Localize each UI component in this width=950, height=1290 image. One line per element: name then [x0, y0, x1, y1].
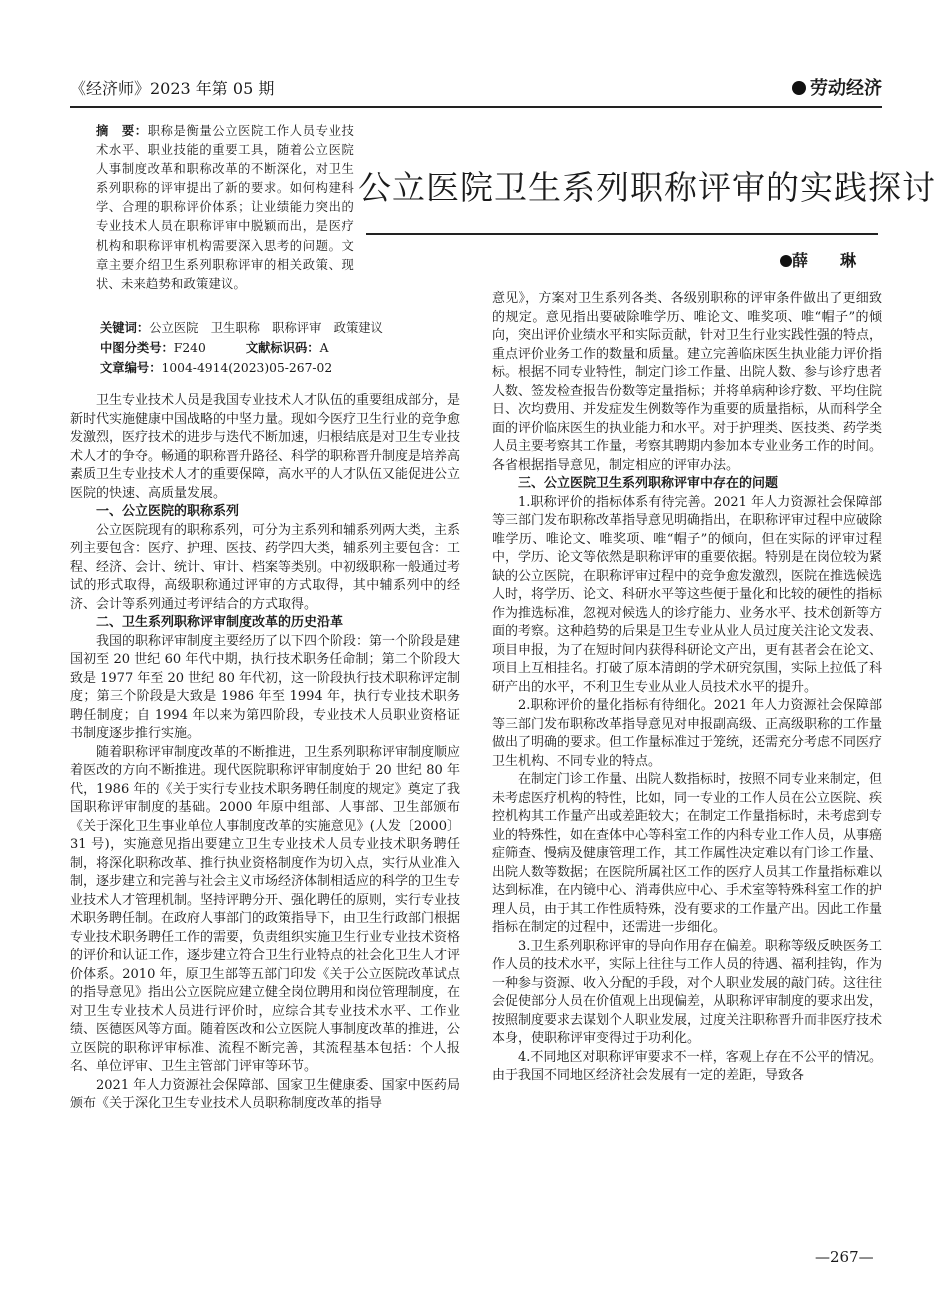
article-number-line [100, 358, 332, 376]
doc-code-value: A [319, 341, 329, 355]
author [780, 248, 864, 271]
keywords-text: 公立医院 卫生职称 职称评审 政策建议 [149, 321, 383, 335]
keywords-label: 关键词： [100, 321, 150, 335]
paragraph: 公立医院现有的职称系列，可分为主系列和辅系列两大类，主系列主要包含：医疗、护理、医技、药学四大类，辅系列主要包含：工程、经济、会计、统计、审计、档案等类别。中初级职称一般通过考试的形式取得，高级职称通过评审的方式取得，其中辅系列中的经济、会计等系列通过考评结合的方式取得。 [70, 522, 461, 612]
clc-value: F240 [173, 341, 206, 355]
left-column [70, 392, 460, 1114]
paragraph: 在制定门诊工作量、出院人数指标时，按照不同专业来制定，但未考虑医疗机构的特性，比如，同一专业的工作人员在公立医院、疾控机构其工作量产出或差距较大；在制定工作量指标时，未考虑到专业的特殊性，如在查体中心等科室工作的内科专业工作人员，从事癌症筛查、慢病及健康管理工作，其工作属性决定难以有门诊工作量、出院人数等数据；在医院所属社区工作的医疗人员其工作量指标难以达到标准，在内镜中心、消毒供应中心、手术室等特殊科室工作的护理人员，由于其工作性质特殊，没有要求的工作量产出。因此工作量指标在制定的过程中，还需进一步细化。 [492, 772, 883, 935]
section-label-text: 劳动经济 [810, 78, 882, 99]
section-label [792, 74, 882, 100]
paragraph: 3.卫生系列职称评审的导向作用存在偏差。职称等级反映医务工作人员的技术水平，实际上往往与工作人员的待遇、福利挂钩，作为一种参与资源、收入分配的手段，对个人职业发展的敲门砖。这往往会促使部分人员在价值观上出现偏差，从职称评审制度的要求出发，按照制度要求去谋划个人职业发展，过度关注职称晋升而非医疗技术本身，使职称评审变得过于功利化。 [492, 938, 883, 1046]
doc-code-label: 文献标识码： [245, 341, 320, 355]
paragraph: 2021 年人力资源社会保障部、国家卫生健康委、国家中医药局颁布《关于深化卫生专业技术人员职称制度改革的指导 [70, 1077, 460, 1111]
paragraph: 2.职称评价的量化指标有待细化。2021 年人力资源社会保障部等三部门发布职称改革指导意见对申报副高级、正高级职称的工作量做出了明确的要求。但工作量标准过于笼统，还需充分考虑不同医疗卫生机构、不同专业的特点。 [492, 698, 883, 769]
right-column [492, 290, 882, 1086]
abstract-label: 摘 要： [96, 124, 148, 138]
bullet-icon [792, 81, 806, 95]
paragraph: 4.不同地区对职称评审要求不一样，客观上存在不公平的情况。由于我国不同地区经济社会发展有一定的差距，导致各 [492, 1049, 882, 1083]
paragraph: 卫生专业技术人员是我国专业技术人才队伍的重要组成部分，是新时代实施健康中国战略的中坚力量。现如今医疗卫生行业的竞争愈发激烈，医疗技术的进步与迭代不断加速，归根结底是对卫生专业技术人才的争夺。畅通的职称晋升路径、科学的职称晋升制度是培养高素质卫生专业技术人才的重要保障，高水平的人才队伍又能促进公立医院的快速、高质量发展。 [70, 393, 461, 501]
section-heading: 一、公立医院的职称系列 [96, 504, 240, 519]
running-header [70, 74, 882, 104]
clc-label: 中图分类号： [100, 341, 174, 355]
article-number-label: 文章编号： [100, 361, 162, 375]
article-title: 公立医院卫生系列职称评审的实践探讨 [358, 168, 936, 207]
classification-line [100, 338, 329, 356]
section-heading: 三、公立医院卫生系列职称评审中存在的问题 [518, 476, 779, 491]
article-number-value: 1004-4914(2023)05-267-02 [161, 361, 333, 375]
abstract-text: 职称是衡量公立医院工作人员专业技术水平、职业技能的重要工具，随着公立医院人事制度改革和职称改革的不断深化，对卫生系列职称的评审提出了新的要求。如何构建科学、合理的职称评价体系；让业绩能力突出的专业技术人员在职称评审中脱颖而出，是医疗机构和职称评审机构需要深入思考的问题。文章主要介绍卫生系列职称评审的相关政策、现状、未来趋势和政策建议。 [96, 124, 354, 291]
title-rule [366, 233, 878, 235]
paragraph: 我国的职称评审制度主要经历了以下四个阶段：第一个阶段是建国初至 20 世纪 60 年代中期，执行技术职务任命制；第二个阶段大致是 1977 年至 20 世纪 80 年代初，这一阶段执行技术职称评定制度；第三个阶段是大致是 1986 年至 1994 年，执行专业技术职务聘任制度；自 1994 年以来为第四阶段，专业技术人员职业资格证书制度逐步推行实施。 [70, 633, 461, 741]
journal-issue: 《经济师》2023 年第 05 期 [70, 79, 275, 98]
keywords [100, 318, 383, 336]
header-rule [70, 106, 882, 108]
bullet-icon [780, 255, 792, 267]
page-number: —267— [815, 1248, 874, 1266]
author-name: 薛 琳 [792, 251, 865, 270]
paragraph: 随着职称评审制度改革的不断推进，卫生系列职称评审制度顺应着医改的方向不断推进。现代医院职称评审制度始于 20 世纪 80 年代，1986 年的《关于实行专业技术职务聘任制度的规定》奠定了我国职称评审制度的基础。2000 年原中组部、人事部、卫生部颁布《关于深化卫生事业单位人事制度改革的实施意见》(人发〔2000〕31 号)，实施意见指出要建立卫生专业技术人员专业技术职务聘任制，将深化职称改革、推行执业资格制度作为切入点，实行从业准入制，逐步建立和完善与社会主义市场经济体制相适应的科学的卫生专业技术人才管理机制。坚持评聘分开、强化聘任的原则，实行专业技术职务聘任制。在政府人事部门的政策指导下，由卫生行政部门根据专业技术职务聘任工作的需要，负责组织实施卫生行业专业技术资格的评价和认证工作，逐步建立符合卫生行业特点的社会化卫生人才评价体系。2010 年，原卫生部等五部门印发《关于公立医院改革试点的指导意见》指出公立医院应建立健全岗位聘用和岗位管理制度，在对卫生专业技术人员进行评价时，应综合其专业技术水平、工作业绩、医德医风等方面。随着医改和公立医院人事制度改革的推进，公立医院的职称评审标准、流程不断完善，其流程基本包括：个人报名、单位评审、卫生主管部门评审等环节。 [70, 744, 461, 1074]
abstract [96, 122, 354, 294]
paragraph: 意见》，方案对卫生系列各类、各级别职称的评审条件做出了更细致的规定。意见指出要破除唯学历、唯论文、唯奖项、唯“帽子”的倾向，突出评价业绩水平和实际贡献，针对卫生行业实践性强的特点，重点评价业务工作的数量和质量。建立完善临床医生执业能力评价指标。根据不同专业特性，制定门诊工作量、出院人数、参与诊疗患者人数、签发检查报告份数等定量指标；并将单病种诊疗数、平均住院日、次均费用、并发症发生例数等作为重要的质量指标，从而科学全面的评价临床医生的执业能力和水平。对于护理类、医技类、药学类人员主要考察其工作量，考察其聘期内参加本专业业务工作的时间。各省根据指导意见，制定相应的评审办法。 [492, 291, 883, 473]
paragraph: 1.职称评价的指标体系有待完善。2021 年人力资源社会保障部等三部门发布职称改革指导意见明确指出，在职称评审过程中应破除唯学历、唯论文、唯奖项、唯“帽子”的倾向，但在实际的评审过程中，学历、论文等依然是职称评审的重要依据。特别是在岗位较为紧缺的公立医院，在职称评审过程中的竞争愈发激烈，医院在推选候选人时，将学历、论文、科研水平等这些便于量化和比较的硬性的指标作为推选标准，忽视对候选人的诊疗能力、业务水平、技术创新等方面的考察。这种趋势的后果是卫生专业从业人员过度关注论文发表、项目申报，为了在短时间内获得科研论文产出，更有甚者会在论文、项目上互相挂名。打破了原本清朗的学术研究氛围，实际上拉低了科研产出的水平，不利卫生专业从业人员技术水平的提升。 [492, 494, 883, 695]
section-heading: 二、卫生系列职称评审制度改革的历史沿革 [96, 615, 344, 630]
